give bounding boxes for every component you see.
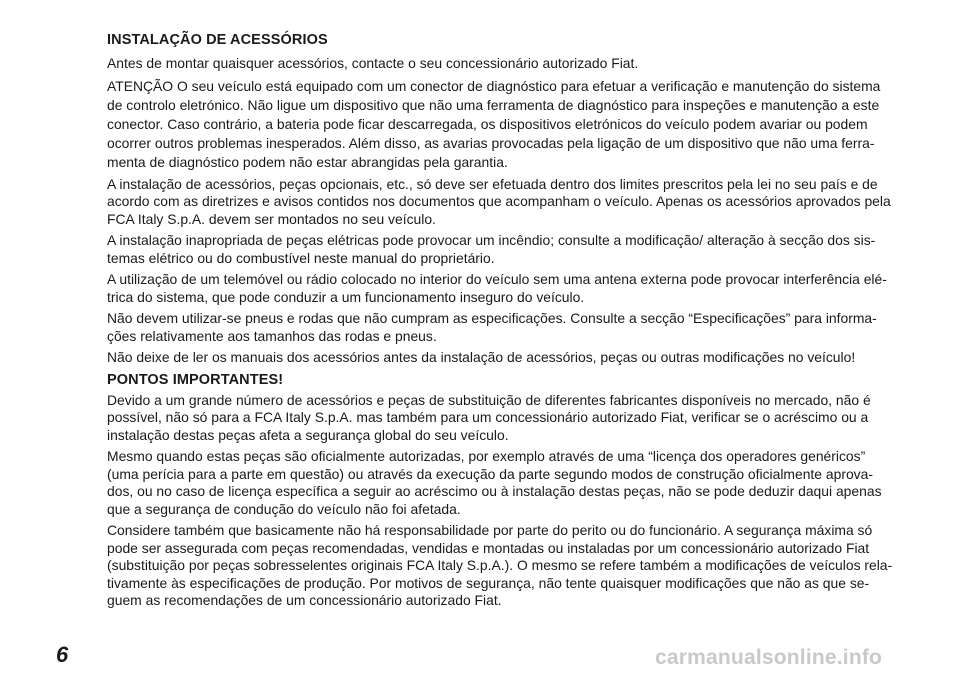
paragraph: Considere também que basicamente não há responsabilidade por parte do perito ou do funcionário. A segurança máxima só pode ser assegurada com peças recomendadas, vendidas e montadas ou instaladas por um concessionário autorizado Fiat (substituição por peças sobresselentes originais FCA Italy S.p.A.). O mesmo se refere também a modificações de veículos rela-tivamente às especificações de produção. Por motivos de segurança, não tente quaisquer modificações que não as que se-guem as recomendações de um concessionário autorizado Fiat. xyxy=(107,522,893,609)
section-heading-accessories: INSTALAÇÃO DE ACESSÓRIOS xyxy=(107,32,328,48)
document-body xyxy=(107,31,899,614)
paragraph: A utilização de um telemóvel ou rádio colocado no interior do veículo sem uma antena externa pode provocar interferência elé-trica do sistema, que pode conduzir a um funcionamento inseguro do veículo. xyxy=(107,271,887,305)
page-number: 6 xyxy=(56,642,69,667)
paragraph: Não devem utilizar-se pneus e rodas que não cumpram as especificações. Consulte a secção “Especificações” para informa-ções relativamente aos tamanhos das rodas e pneus. xyxy=(107,310,877,344)
paragraph: Devido a um grande número de acessórios e peças de substituição de diferentes fabricantes disponíveis no mercado, não é possível, não só para a FCA Italy S.p.A. mas também para um concessionário autorizado Fiat, verificar se o acréscimo ou a instalação destas peças afeta a segurança global do seu veículo. xyxy=(107,391,871,443)
watermark: carmanualsonline.info xyxy=(655,646,883,669)
paragraph: A instalação de acessórios, peças opcionais, etc., só deve ser efetuada dentro dos limites prescritos pela lei no seu país e de acordo com as diretrizes e avisos contidos nos documentos que acompanham o veículo. Apenas os acessórios aprovados pela FCA Italy S.p.A. devem ser montados no seu veículo. xyxy=(107,175,891,227)
paragraph: Mesmo quando estas peças são oficialmente autorizadas, por exemplo através de uma “licença dos operadores genéricos” (uma perícia para a parte em questão) ou através da execução da parte segundo modos de construção oficialmente aprova-dos, ou no caso de licença específica a seguir ao acréscimo ou à instalação destas peças, não se pode deduzir daqui apenas que a segurança de condução do veículo não foi afetada. xyxy=(107,448,882,517)
paragraph: Antes de montar quaisquer acessórios, contacte o seu concessionário autorizado Fiat. xyxy=(107,55,639,71)
paragraph: Não deixe de ler os manuais dos acessórios antes da instalação de acessórios, peças ou outras modificações no veículo! xyxy=(107,349,856,366)
paragraph-warning: ATENÇÃO O seu veículo está equipado com um conector de diagnóstico para efetuar a verificação e manutenção do sistema de controlo eletrónico. Não ligue um dispositivo que não uma ferramenta de diagnóstico para inspeções e manutenção a este conector. Caso contrário, a bateria pode ficar descarregada, os dispositivos eletrónicos do veículo podem avariar ou podem ocorrer outros problemas inesperados. Além disso, as avarias provocadas pela ligação de um dispositivo que não uma ferra-menta de diagnóstico podem não estar abrangidas pela garantia. xyxy=(107,77,881,171)
section-heading-important-points: PONTOS IMPORTANTES! xyxy=(107,371,284,388)
paragraph: A instalação inapropriada de peças elétricas pode provocar um incêndio; consulte a modificação/ alteração à secção dos sis-temas elétrico ou do combustível neste manual do proprietário. xyxy=(107,232,876,266)
